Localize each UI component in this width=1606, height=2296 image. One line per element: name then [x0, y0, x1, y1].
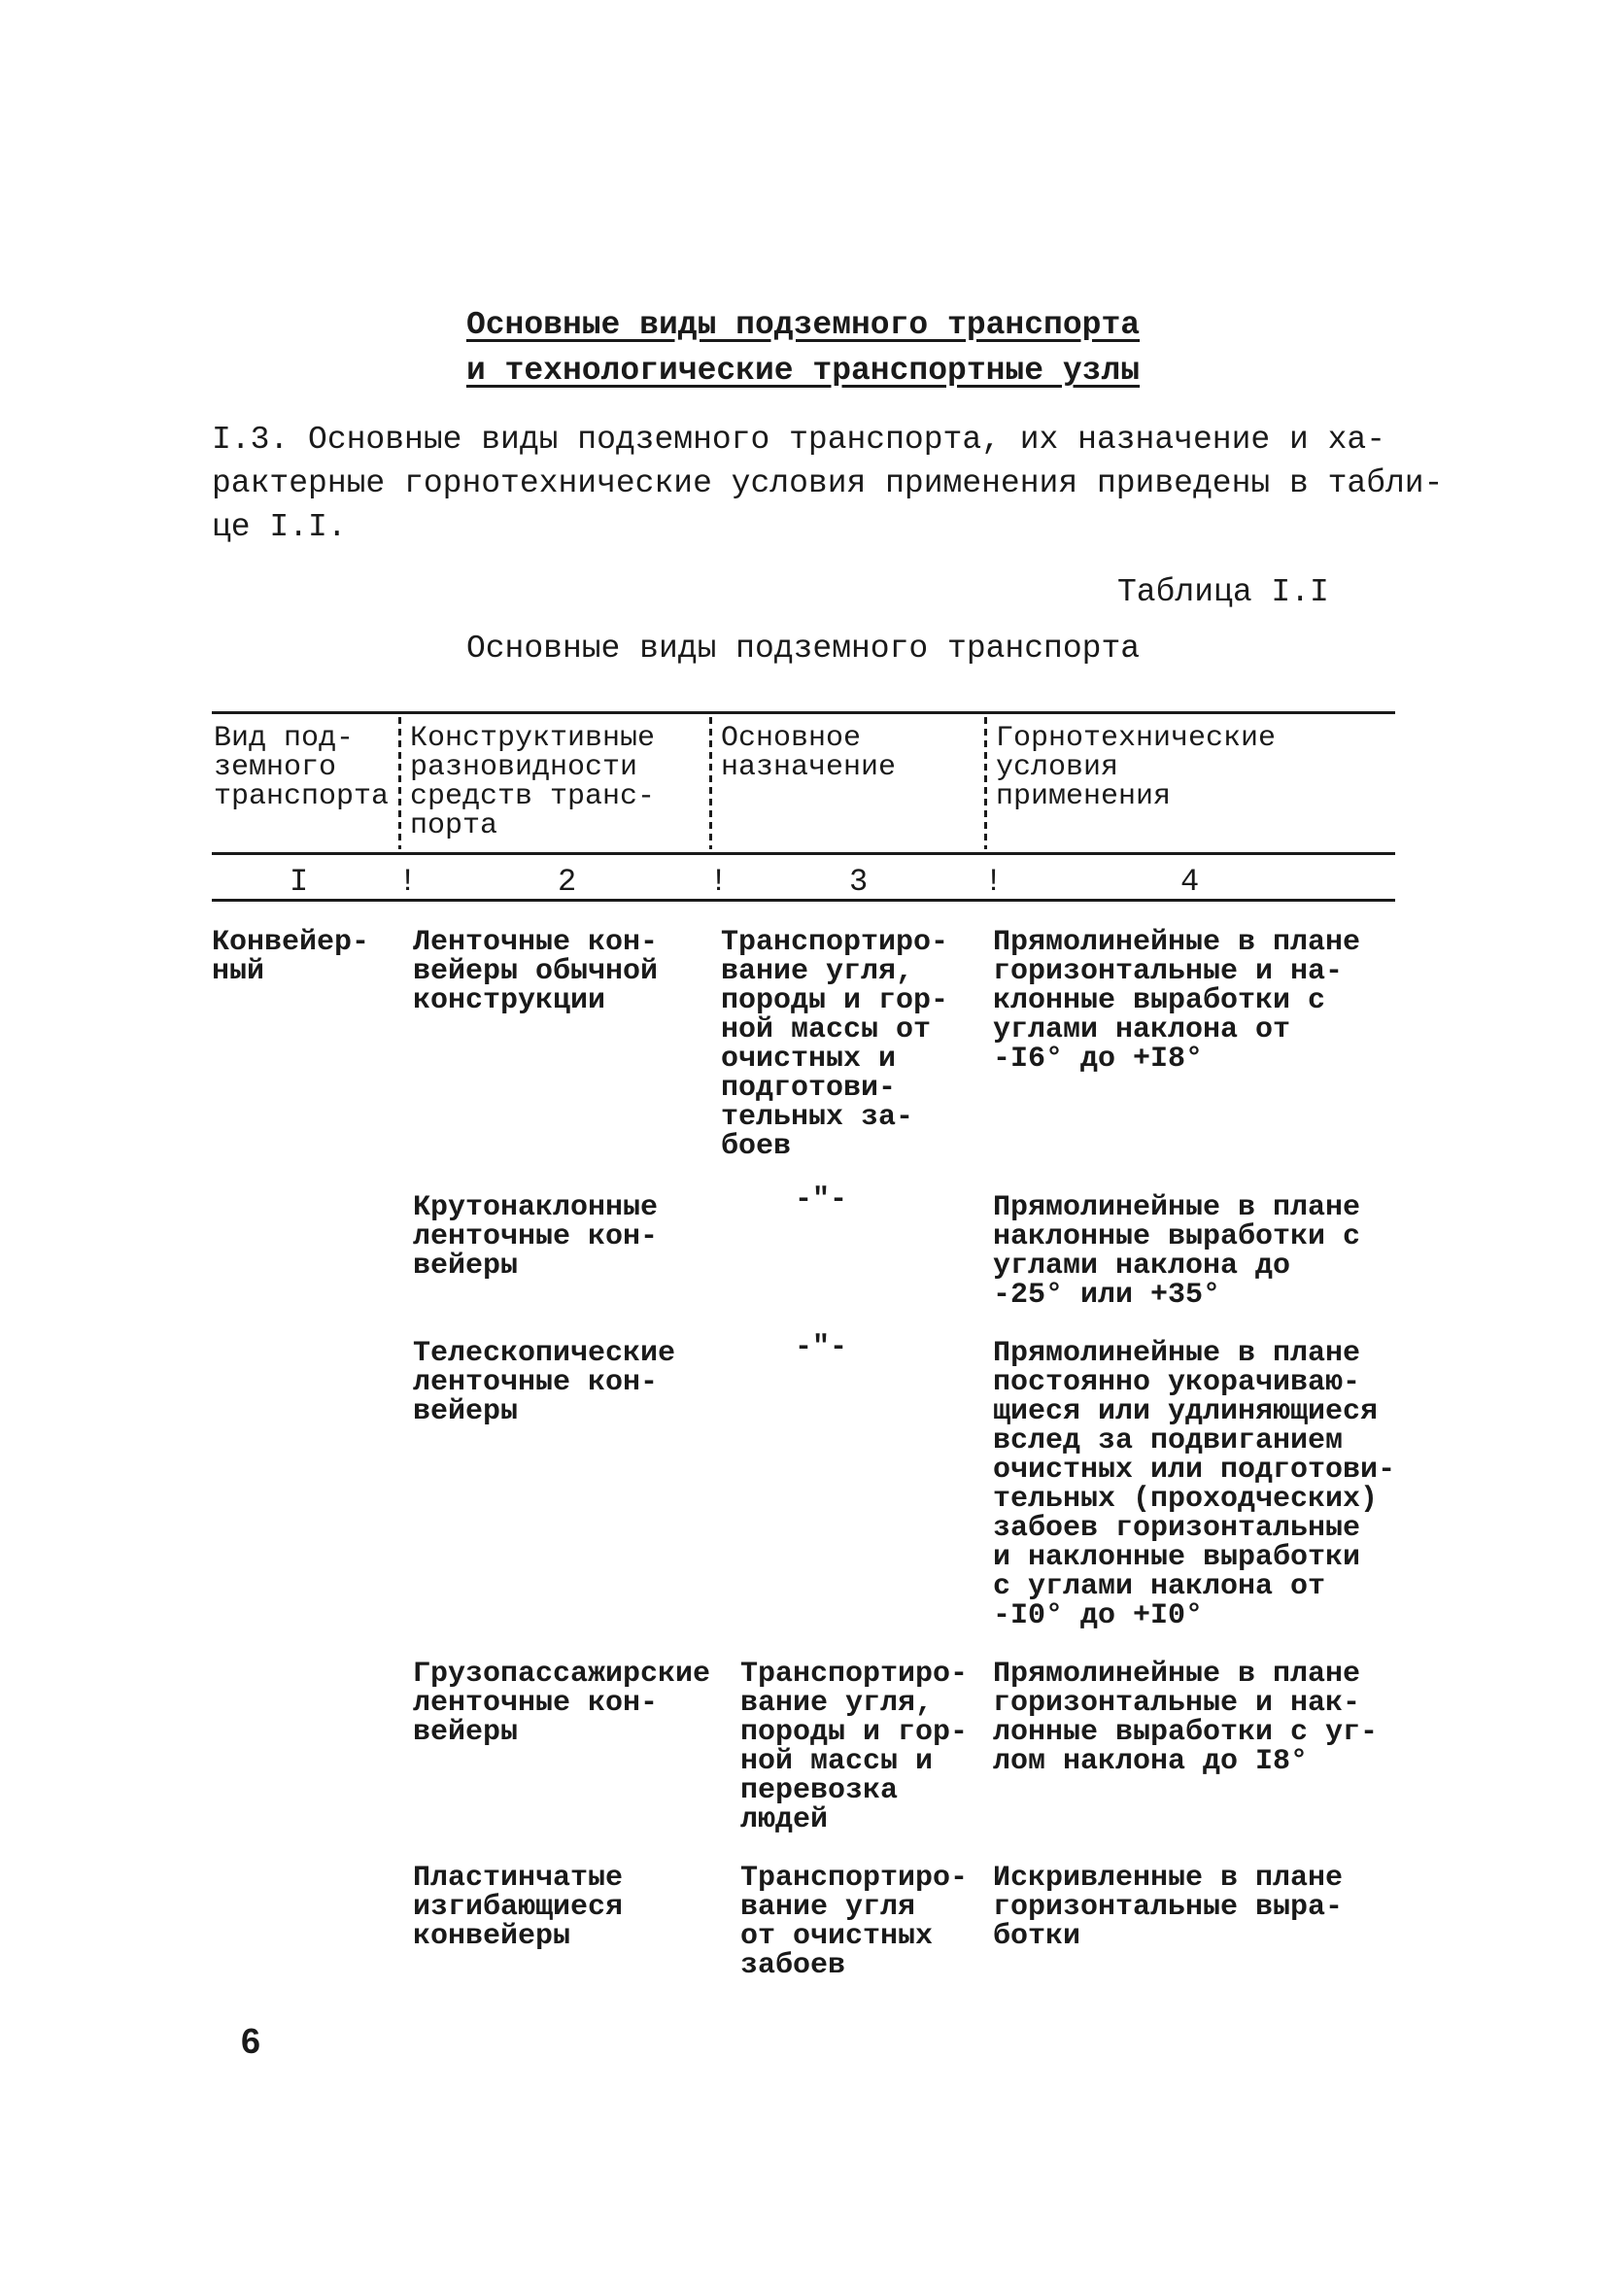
header-separator-2: [709, 717, 712, 849]
table-label: Таблица I.I: [1117, 574, 1329, 610]
row-1-conditions: Прямолинейные в плане горизонтальные и на- клонные выработки с углами наклона от -I6° до +I8°: [993, 926, 1361, 1076]
row-5-conditions: Искривленные в плане горизонтальные выра- ботки: [993, 1862, 1344, 1953]
column-number-3: 3: [849, 864, 869, 900]
table-top-rule: [212, 711, 1395, 714]
header-separator-1: [398, 717, 401, 849]
paragraph-line-2: рактерные горнотехнические условия применения приведены в табли-: [212, 465, 1444, 501]
intro-paragraph: [212, 418, 1444, 549]
row-4-variant: Грузопассажирские ленточные кон- вейеры: [413, 1658, 711, 1749]
row-1-variant: Ленточные кон- вейеры обычной конструкции: [413, 926, 659, 1017]
column-number-separator-1: !: [398, 864, 418, 900]
row-2-variant: Крутонаклонные ленточные кон- вейеры: [413, 1191, 659, 1283]
row-1-type: Конвейер- ный: [212, 926, 370, 988]
column-header-type: Вид под- земного транспорта: [214, 722, 390, 813]
column-number-2: 2: [558, 864, 577, 900]
row-4-conditions: Прямолинейные в плане горизонтальные и нак- лонные выработки с уг- лом наклона до I8°: [993, 1658, 1379, 1778]
column-header-conditions: Горнотехнические условия применения: [996, 722, 1277, 813]
column-header-purpose: Основное назначение: [721, 722, 897, 784]
paragraph-line-3: це I.I.: [212, 509, 347, 545]
table-title: Основные виды подземного транспорта: [465, 631, 1141, 667]
paragraph-line-1: I.3. Основные виды подземного транспорта, их назначение и ха-: [212, 422, 1385, 458]
row-3-purpose: -"-: [795, 1331, 848, 1364]
row-5-purpose: Транспортиро- вание угля от очистных забоев: [740, 1862, 969, 1982]
row-1-purpose: Транспортиро- вание угля, породы и гор- ной массы от очистных и подготови- тельных за- боев: [721, 926, 949, 1163]
row-5-variant: Пластинчатые изгибающиеся конвейеры: [413, 1862, 624, 1953]
row-2-purpose: -"-: [795, 1183, 848, 1217]
section-heading-line-1: Основные виды подземного транспорта: [465, 307, 1141, 343]
row-3-conditions: Прямолинейные в плане постоянно укорачиваю- щиеся или удлиняющиеся вслед за подвиганием очистных или подготови- тельных (проходческих) забоев горизонтальные и наклонные выработки с углами наклона от -I0° до +I0°: [993, 1337, 1396, 1632]
row-2-conditions: Прямолинейные в плане наклонные выработки с углами наклона до -25° или +35°: [993, 1191, 1361, 1312]
column-number-4: 4: [1180, 864, 1200, 900]
numbers-bottom-rule: [212, 899, 1395, 902]
page-number: 6: [241, 2021, 261, 2061]
row-3-variant: Телескопические ленточные кон- вейеры: [413, 1337, 676, 1428]
column-header-variant: Конструктивные разновидности средств транс- порта: [410, 722, 656, 842]
column-number-1: I: [290, 864, 309, 900]
column-number-separator-3: !: [984, 864, 1004, 900]
row-4-purpose: Транспортиро- вание угля, породы и гор- ной массы и перевозка людей: [740, 1658, 969, 1836]
section-heading-line-2: и технологические транспортные узлы: [465, 353, 1141, 389]
header-separator-3: [984, 717, 987, 849]
column-number-separator-2: !: [709, 864, 729, 900]
header-bottom-rule: [212, 852, 1395, 855]
